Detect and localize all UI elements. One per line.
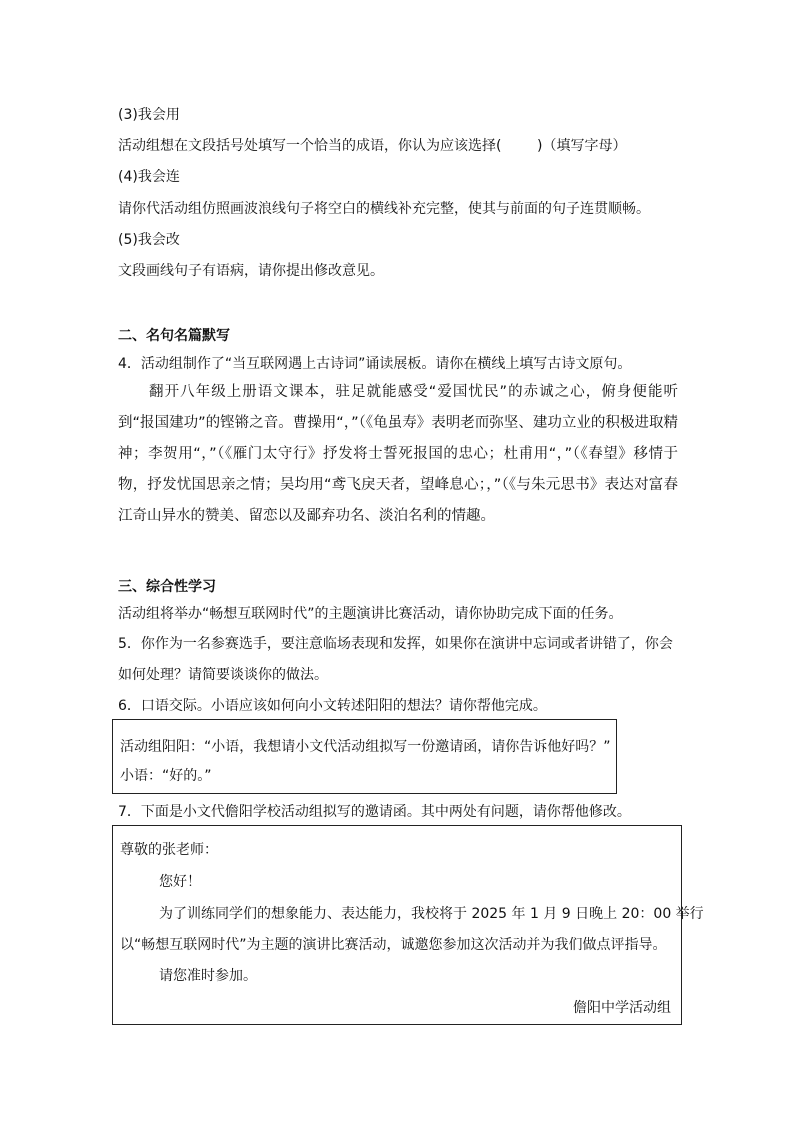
letter-body-1: 为了训练同学们的想象能力、表达能力，我校将于 2025 年 1 月 9 日晚上 20：00 举行 <box>159 906 704 922</box>
poem-passage <box>118 377 678 532</box>
part3-intro: 活动组将举办“畅想互联网时代”的主题演讲比赛活动，请你协助完成下面的任务。 <box>118 606 623 622</box>
letter-greeting: 您好！ <box>159 874 201 890</box>
q5-title: (5)我会改 <box>118 232 180 248</box>
dialog-line-1: 活动组阳阳：“小语，我想请小文代活动组拟写一份邀请函，请你告诉他好吗？” <box>120 739 611 755</box>
dialog-line-2: 小语：“好的。” <box>120 768 212 784</box>
q5-line1: 5．你作为一名参赛选手，要注意临场表现和发挥，如果你在演讲中忘词或者讲错了，你会 <box>118 636 673 652</box>
poem-passage-text: 翻开八年级上册语文课本，驻足就能感受“爱国忧民”的赤诚之心，俯身便能听到“报国建功”的铿锵之音。曹操用“，”（《龟虽寿》表明老而弥坚、建功立业的积极进取精神；李贺用“，”（《雁门太守行》抒发将士誓死报国的忠心；杜甫用“，”（《春望》移情于物，抒发忧国思亲之情；吴均用“鸢飞戾天者，望峰息心；，”（《与朱元思书》表达对富春江奇山异水的赞美、留恋以及鄙弃功名、淡泊名利的情趣。 <box>118 384 678 524</box>
q4-title: (4)我会连 <box>118 169 180 185</box>
dialog-box <box>112 719 617 794</box>
letter-body-2: 以“畅想互联网时代”为主题的演讲比赛活动，诚邀您参加这次活动并为我们做点评指导。 <box>120 937 667 953</box>
letter-signature: 儋阳中学活动组 <box>573 1000 671 1016</box>
letter-body-3: 请您准时参加。 <box>159 968 257 984</box>
q5-text: 文段画线句子有语病，请你提出修改意见。 <box>118 263 384 279</box>
q6-prompt: 6．口语交际。小语应该如何向小文转述阳阳的想法？请你帮他完成。 <box>118 698 547 714</box>
part2-heading: 二、名句名篇默写 <box>118 328 230 344</box>
q4-text: 请你代活动组仿照画波浪线句子将空白的横线补充完整，使其与前面的句子连贯顺畅。 <box>118 201 650 217</box>
q5-line2: 如何处理？请简要谈谈你的做法。 <box>118 667 328 683</box>
q3-title: (3)我会用 <box>118 107 180 123</box>
invitation-letter <box>112 825 704 1025</box>
q7-prompt: 7．下面是小文代儋阳学校活动组拟写的邀请函。其中两处有问题，请你帮他修改。 <box>118 804 631 820</box>
letter-salutation: 尊敬的张老师： <box>120 842 218 858</box>
part3-heading: 三、综合性学习 <box>118 579 216 595</box>
q4-intro: 4．活动组制作了“当互联网遇上古诗词”诵读展板。请你在横线上填写古诗文原句。 <box>118 356 632 372</box>
q3-text: 活动组想在文段括号处填写一个恰当的成语，你认为应该选择( )（填写字母） <box>118 138 627 154</box>
